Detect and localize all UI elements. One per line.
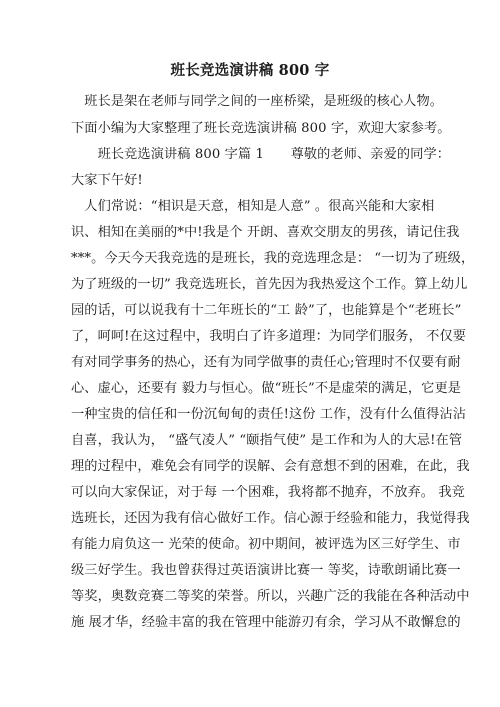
paragraph-line: 理的过程中，难免会有同学的误解、会有意想不到的困难，在此，我: [71, 459, 470, 474]
paragraph-line: 了，呵呵!在这过程中，我明白了许多道理：为同学们服务， 不仅要: [71, 329, 467, 344]
paragraph-line: 一种宝贵的信任和一份沉甸甸的责任!这份 工作，没有什么值得沾沾: [71, 407, 467, 422]
paragraph-line: 选班长，还因为我有信心做好工作。信心源于经验和能力，我觉得我: [71, 511, 470, 526]
paragraph-line: 园的话，可以说我有十二年班长的“工 龄”了，也能算是个“老班长”: [71, 303, 462, 318]
paragraph-line: 级三好学生。我也曾获得过英语演讲比赛一 等奖，诗歌朗诵比赛一: [71, 563, 461, 578]
paragraph-line: 大家下午好!: [71, 173, 143, 188]
document-title: 班长竞选演讲稿 800 字: [170, 62, 330, 79]
paragraph-line: ***。今天今天我竞选的是班长，我的竞选理念是： “一切为了班级，: [71, 251, 475, 266]
paragraph-line: 识、相知在美丽的*中!我是个 开朗、喜欢交朋友的男孩，请记住我: [71, 225, 460, 240]
paragraph-line: 等奖，奥数竞赛二等奖的荣誉。所以，兴趣广泛的我能在各种活动中: [71, 589, 470, 604]
paragraph-line: 有对同学事务的热心，还有为同学做事的责任心;管理时不仅要有耐: [71, 355, 461, 370]
paragraph-line: 班长是架在老师与同学之间的一座桥梁，是班级的核心人物。: [71, 94, 444, 109]
paragraph-line: 可以向大家保证，对于每 一个困难，我将都不抛弃，不放弃。 我竞: [71, 485, 465, 500]
paragraph-line: 心、虚心，还要有 毅力与恒心。做“班长”不是虚荣的满足，它更是: [71, 381, 462, 396]
paragraph-line: 人们常说：“相识是天意，相知是人意” 。很高兴能和大家相: [71, 199, 435, 214]
paragraph-line: 班长竞选演讲稿 800 字篇 1 尊敬的老师、亲爱的同学：: [71, 147, 451, 162]
paragraph-line: 自喜，我认为， “盛气凌人” “颐指气使” 是工作和为人的大忌!在管: [71, 433, 463, 448]
paragraph-line: 有能力肩负这一 光荣的使命。初中期间，被评选为区三好学生、市: [71, 537, 461, 552]
paragraph-line: 下面小编为大家整理了班长竞选演讲稿 800 字，欢迎大家参考。: [71, 121, 451, 136]
paragraph-line: 施 展才华，经验丰富的我在管理中能游刃有余，学习从不敢懈怠的: [71, 615, 461, 630]
paragraph-line: 为了班级的一切” 我竞选班长，首先因为我热爱这个工作。算上幼儿: [71, 277, 468, 292]
